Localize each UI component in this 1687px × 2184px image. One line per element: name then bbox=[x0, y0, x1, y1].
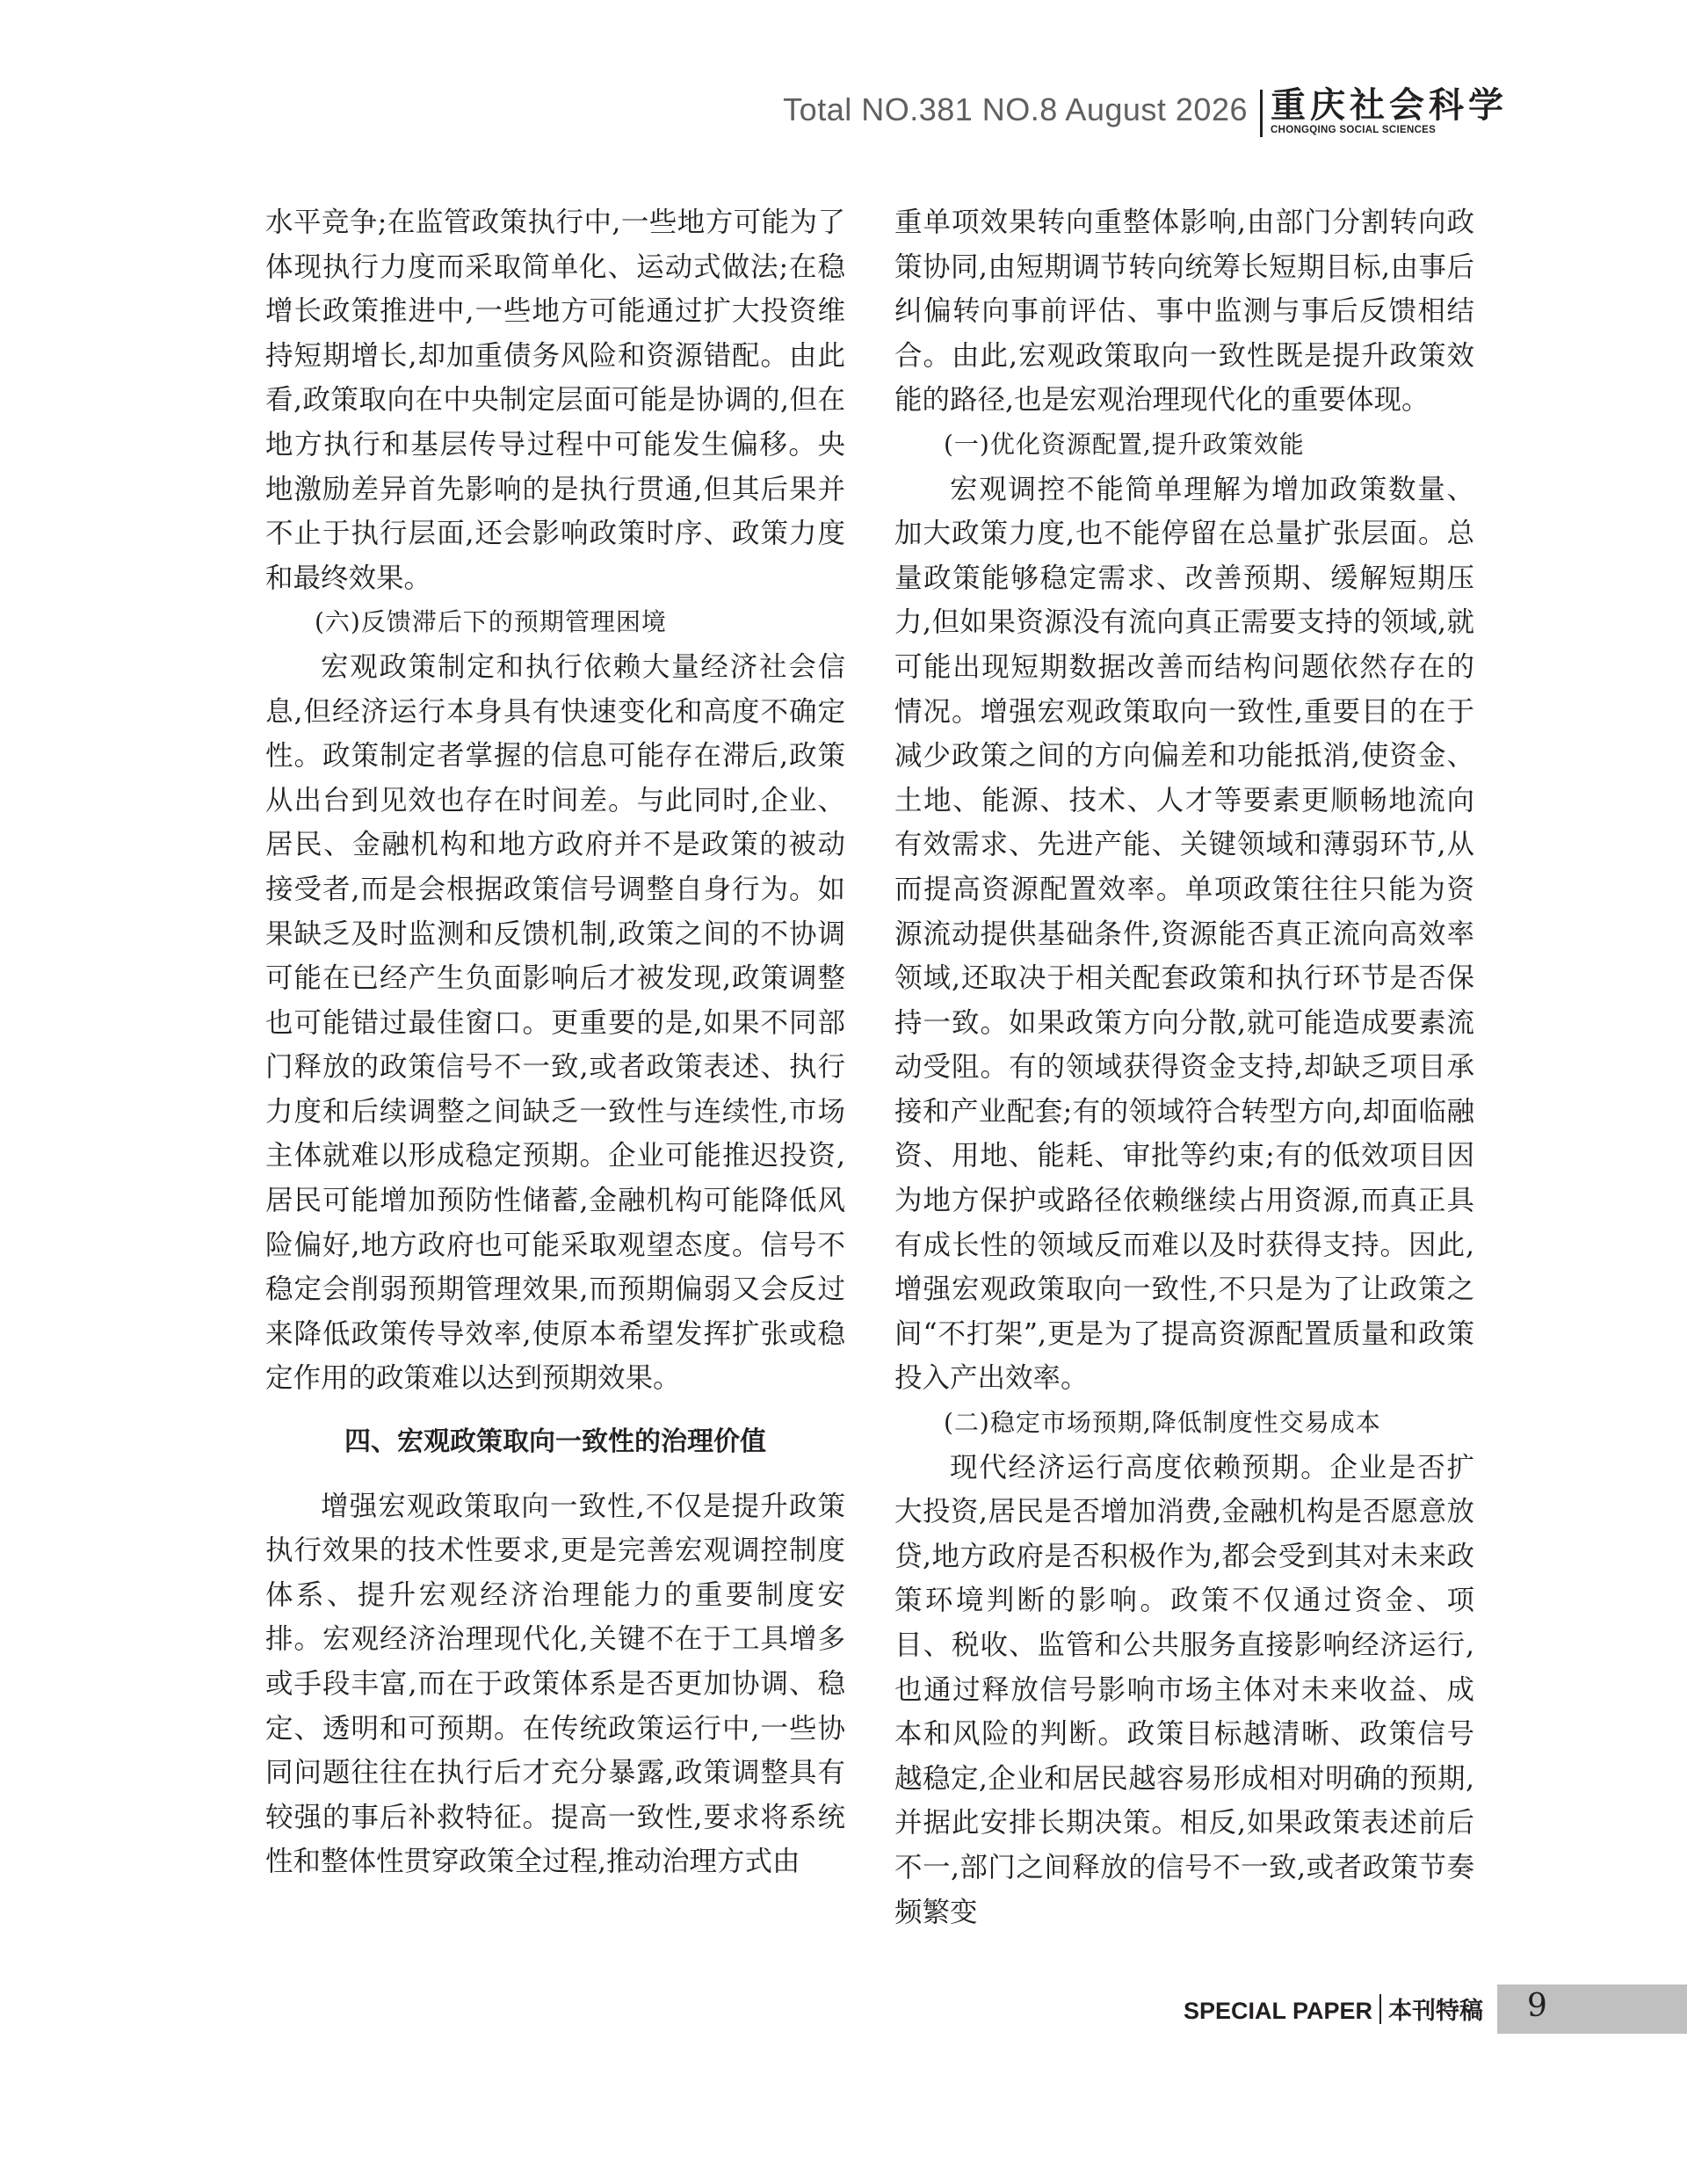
journal-logo bbox=[1271, 85, 1508, 135]
left-column bbox=[265, 200, 845, 1884]
paragraph: 重单项效果转向重整体影响,由部门分割转向政策协同,由短期调节转向统筹长短期目标,由事后纠偏转向事前评估、事中监测与事后反馈相结合。由此,宏观政策取向一致性既是提升政策效能的路径,也是宏观治理现代化的重要体现。 bbox=[894, 207, 1474, 417]
subsection-heading: (一)优化资源配置,提升政策效能 bbox=[944, 429, 1305, 459]
issue-info: Total NO.381 NO.8 August 2026 bbox=[783, 91, 1248, 127]
journal-title-zh: 重庆社会科学 bbox=[1271, 85, 1508, 126]
paragraph: 水平竞争;在监管政策执行中,一些地方可能为了体现执行力度而采取简单化、运动式做法;在稳增长政策推进中,一些地方可能通过扩大投资维持短期增长,却加重债务风险和资源错配。由此看,政策取向在中央制定层面可能是协调的,但在地方执行和基层传导过程中可能发生偏移。央地激励差异首先影响的是执行贯通,但其后果并不止于执行层面,还会影响政策时序、政策力度和最终效果。 bbox=[265, 207, 845, 594]
paragraph: 宏观政策制定和执行依赖大量经济社会信息,但经济运行本身具有快速变化和高度不确定性。政策制定者掌握的信息可能存在滞后,政策从出台到见效也存在时间差。与此同时,企业、居民、金融机构和地方政府并不是政策的被动接受者,而是会根据政策信号调整自身行为。如果缺乏及时监测和反馈机制,政策之间的不协调可能在已经产生负面影响后才被发现,政策调整也可能错过最佳窗口。更重要的是,如果不同部门释放的政策信号不一致,或者政策表述、执行力度和后续调整之间缺乏一致性与连续性,市场主体就难以形成稳定预期。企业可能推迟投资,居民可能增加预防性储蓄,金融机构可能降低风险偏好,地方政府也可能采取观望态度。信号不稳定会削弱预期管理效果,而预期偏弱又会反过来降低政策传导效率,使原本希望发挥扩张或稳定作用的政策难以达到预期效果。 bbox=[265, 650, 845, 1395]
paragraph: 增强宏观政策取向一致性,不仅是提升政策执行效果的技术性要求,更是完善宏观调控制度体系、提升宏观经济治理能力的重要制度安排。宏观经济治理现代化,关键不在于工具增多或手段丰富,而在于政策体系是否更加协调、稳定、透明和可预期。在传统政策运行中,一些协同问题往往在执行后才充分暴露,政策调整具有较强的事后补救特征。提高一致性,要求将系统性和整体性贯穿政策全过程,推动治理方式由 bbox=[265, 1490, 845, 1878]
page-number: 9 bbox=[1527, 1988, 1547, 2024]
header-divider bbox=[1260, 90, 1263, 137]
footer-divider bbox=[1379, 1994, 1381, 2024]
section-heading: 四、宏观政策取向一致性的治理价值 bbox=[344, 1426, 766, 1458]
subsection-heading: (六)反馈滞后下的预期管理困境 bbox=[315, 607, 667, 637]
footer-label bbox=[1184, 1992, 1483, 2026]
paragraph: 宏观调控不能简单理解为增加政策数量、加大政策力度,也不能停留在总量扩张层面。总量政策能够稳定需求、改善预期、缓解短期压力,但如果资源没有流向真正需要支持的领域,就可能出现短期数据改善而结构问题依然存在的情况。增强宏观政策取向一致性,重要目的在于减少政策之间的方向偏差和功能抵消,使资金、土地、能源、技术、人才等要素更顺畅地流向有效需求、先进产能、关键领域和薄弱环节,从而提高资源配置效率。单项政策往往只能为资源流动提供基础条件,资源能否真正流向高效率领域,还取决于相关配套政策和执行环节是否保持一致。如果政策方向分散,就可能造成要素流动受阻。有的领域获得资金支持,却缺乏项目承接和产业配套;有的领域符合转型方向,却面临融资、用地、能耗、审批等约束;有的低效项目因为地方保护或路径依赖继续占用资源,而真正具有成长性的领域反而难以及时获得支持。因此,增强宏观政策取向一致性,不只是为了让政策之间“不打架”,更是为了提高资源配置质量和政策投入产出效率。 bbox=[894, 473, 1474, 1395]
footer-label-en: SPECIAL PAPER bbox=[1183, 1998, 1372, 2024]
right-column bbox=[894, 200, 1474, 1934]
footer-label-zh: 本刊特稿 bbox=[1388, 1998, 1483, 2025]
paragraph: 现代经济运行高度依赖预期。企业是否扩大投资,居民是否增加消费,金融机构是否愿意放贷,地方政府是否积极作为,都会受到其对未来政策环境判断的影响。政策不仅通过资金、项目、税收、监管和公共服务直接影响经济运行,也通过释放信号影响市场主体对未来收益、成本和风险的判断。政策目标越清晰、政策信号越稳定,企业和居民越容易形成相对明确的预期,并据此安排长期决策。相反,如果政策表述前后不一,部门之间释放的信号不一致,或者政策节奏频繁变 bbox=[894, 1451, 1474, 1928]
page-number-box bbox=[1497, 1984, 1687, 2034]
subsection-heading: (二)稳定市场预期,降低制度性交易成本 bbox=[944, 1408, 1381, 1438]
journal-title-en: CHONGQING SOCIAL SCIENCES bbox=[1271, 125, 1437, 135]
